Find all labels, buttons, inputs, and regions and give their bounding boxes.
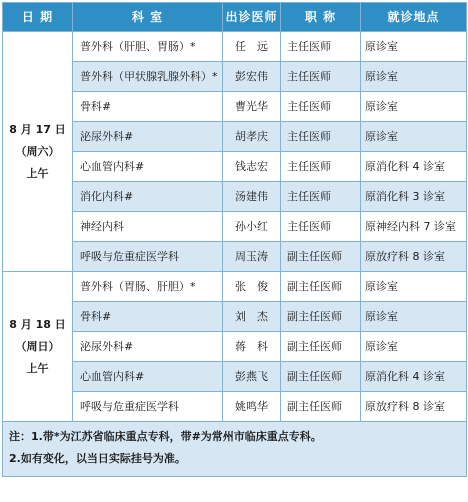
location-cell: 原放疗科 8 诊室 bbox=[361, 392, 467, 422]
location-cell: 原诊室 bbox=[361, 122, 467, 152]
dept-cell: 消化内科# bbox=[73, 182, 223, 212]
table-row bbox=[3, 332, 467, 362]
table-row bbox=[3, 212, 467, 242]
doctor-cell: 汤建伟 bbox=[223, 182, 281, 212]
table-row bbox=[3, 362, 467, 392]
date-label: 8 月 17 日 bbox=[9, 122, 66, 136]
doctor-cell: 彭宏伟 bbox=[223, 62, 281, 92]
note-line-2: 2.如有变化，以当日实际挂号为准。 bbox=[9, 452, 186, 465]
dept-cell: 泌尿外科# bbox=[73, 122, 223, 152]
header-title: 职 称 bbox=[281, 3, 361, 32]
doctor-cell: 胡孝庆 bbox=[223, 122, 281, 152]
dept-cell: 骨科# bbox=[73, 302, 223, 332]
table-row bbox=[3, 92, 467, 122]
schedule-table bbox=[2, 2, 467, 477]
table-row bbox=[3, 32, 467, 62]
header-department: 科 室 bbox=[73, 3, 223, 32]
doctor-cell: 张 俊 bbox=[223, 272, 281, 302]
dept-cell: 心血管内科# bbox=[73, 362, 223, 392]
table-row bbox=[3, 392, 467, 422]
doctor-cell: 任 远 bbox=[223, 32, 281, 62]
location-cell: 原消化科 3 诊室 bbox=[361, 182, 467, 212]
note-line-1: 注：1.带*为江苏省临床重点专科，带#为常州市临床重点专科。 bbox=[9, 430, 322, 443]
title-cell: 副主任医师 bbox=[281, 302, 361, 332]
doctor-cell: 姚鸣华 bbox=[223, 392, 281, 422]
location-cell: 原诊室 bbox=[361, 32, 467, 62]
location-cell: 原诊室 bbox=[361, 302, 467, 332]
title-cell: 副主任医师 bbox=[281, 392, 361, 422]
dept-cell: 呼吸与危重症医学科 bbox=[73, 392, 223, 422]
weekday-label: （周日） bbox=[15, 339, 60, 353]
table-row bbox=[3, 152, 467, 182]
title-cell: 副主任医师 bbox=[281, 272, 361, 302]
session-label: 上午 bbox=[26, 361, 49, 375]
table-row bbox=[3, 182, 467, 212]
doctor-cell: 蒋 科 bbox=[223, 332, 281, 362]
location-cell: 原诊室 bbox=[361, 62, 467, 92]
location-cell: 原神经内科 7 诊室 bbox=[361, 212, 467, 242]
table-row bbox=[3, 62, 467, 92]
date-cell-aug17 bbox=[3, 32, 73, 272]
location-cell: 原消化科 4 诊室 bbox=[361, 362, 467, 392]
doctor-cell: 曹光华 bbox=[223, 92, 281, 122]
dept-cell: 骨科# bbox=[73, 92, 223, 122]
dept-cell: 神经内科 bbox=[73, 212, 223, 242]
session-label: 上午 bbox=[26, 166, 49, 180]
location-cell: 原诊室 bbox=[361, 332, 467, 362]
header-location: 就诊地点 bbox=[361, 3, 467, 32]
title-cell: 主任医师 bbox=[281, 212, 361, 242]
notes-row bbox=[3, 422, 467, 477]
schedule-container bbox=[2, 2, 466, 498]
table-row bbox=[3, 242, 467, 272]
table-row bbox=[3, 122, 467, 152]
dept-cell: 普外科（肝胆、胃肠）* bbox=[73, 32, 223, 62]
dept-cell: 呼吸与危重症医学科 bbox=[73, 242, 223, 272]
title-cell: 副主任医师 bbox=[281, 242, 361, 272]
location-cell: 原放疗科 8 诊室 bbox=[361, 242, 467, 272]
title-cell: 副主任医师 bbox=[281, 362, 361, 392]
title-cell: 主任医师 bbox=[281, 122, 361, 152]
header-doctor: 出诊医师 bbox=[223, 3, 281, 32]
title-cell: 主任医师 bbox=[281, 182, 361, 212]
title-cell: 主任医师 bbox=[281, 152, 361, 182]
table-row bbox=[3, 272, 467, 302]
title-cell: 主任医师 bbox=[281, 32, 361, 62]
date-label: 8 月 18 日 bbox=[9, 317, 66, 331]
dept-cell: 心血管内科# bbox=[73, 152, 223, 182]
doctor-cell: 刘 杰 bbox=[223, 302, 281, 332]
title-cell: 主任医师 bbox=[281, 62, 361, 92]
dept-cell: 普外科（甲状腺乳腺外科）* bbox=[73, 62, 223, 92]
header-date: 日 期 bbox=[3, 3, 73, 32]
table-row bbox=[3, 302, 467, 332]
title-cell: 主任医师 bbox=[281, 92, 361, 122]
doctor-cell: 彭燕飞 bbox=[223, 362, 281, 392]
notes-cell bbox=[3, 422, 467, 477]
location-cell: 原消化科 4 诊室 bbox=[361, 152, 467, 182]
date-cell-aug18 bbox=[3, 272, 73, 422]
location-cell: 原诊室 bbox=[361, 92, 467, 122]
doctor-cell: 钱志宏 bbox=[223, 152, 281, 182]
location-cell: 原诊室 bbox=[361, 272, 467, 302]
weekday-label: （周六） bbox=[15, 144, 60, 158]
doctor-cell: 周玉涛 bbox=[223, 242, 281, 272]
header-row bbox=[3, 3, 467, 32]
title-cell: 副主任医师 bbox=[281, 332, 361, 362]
dept-cell: 普外科（胃肠、肝胆）* bbox=[73, 272, 223, 302]
doctor-cell: 孙小红 bbox=[223, 212, 281, 242]
dept-cell: 泌尿外科# bbox=[73, 332, 223, 362]
